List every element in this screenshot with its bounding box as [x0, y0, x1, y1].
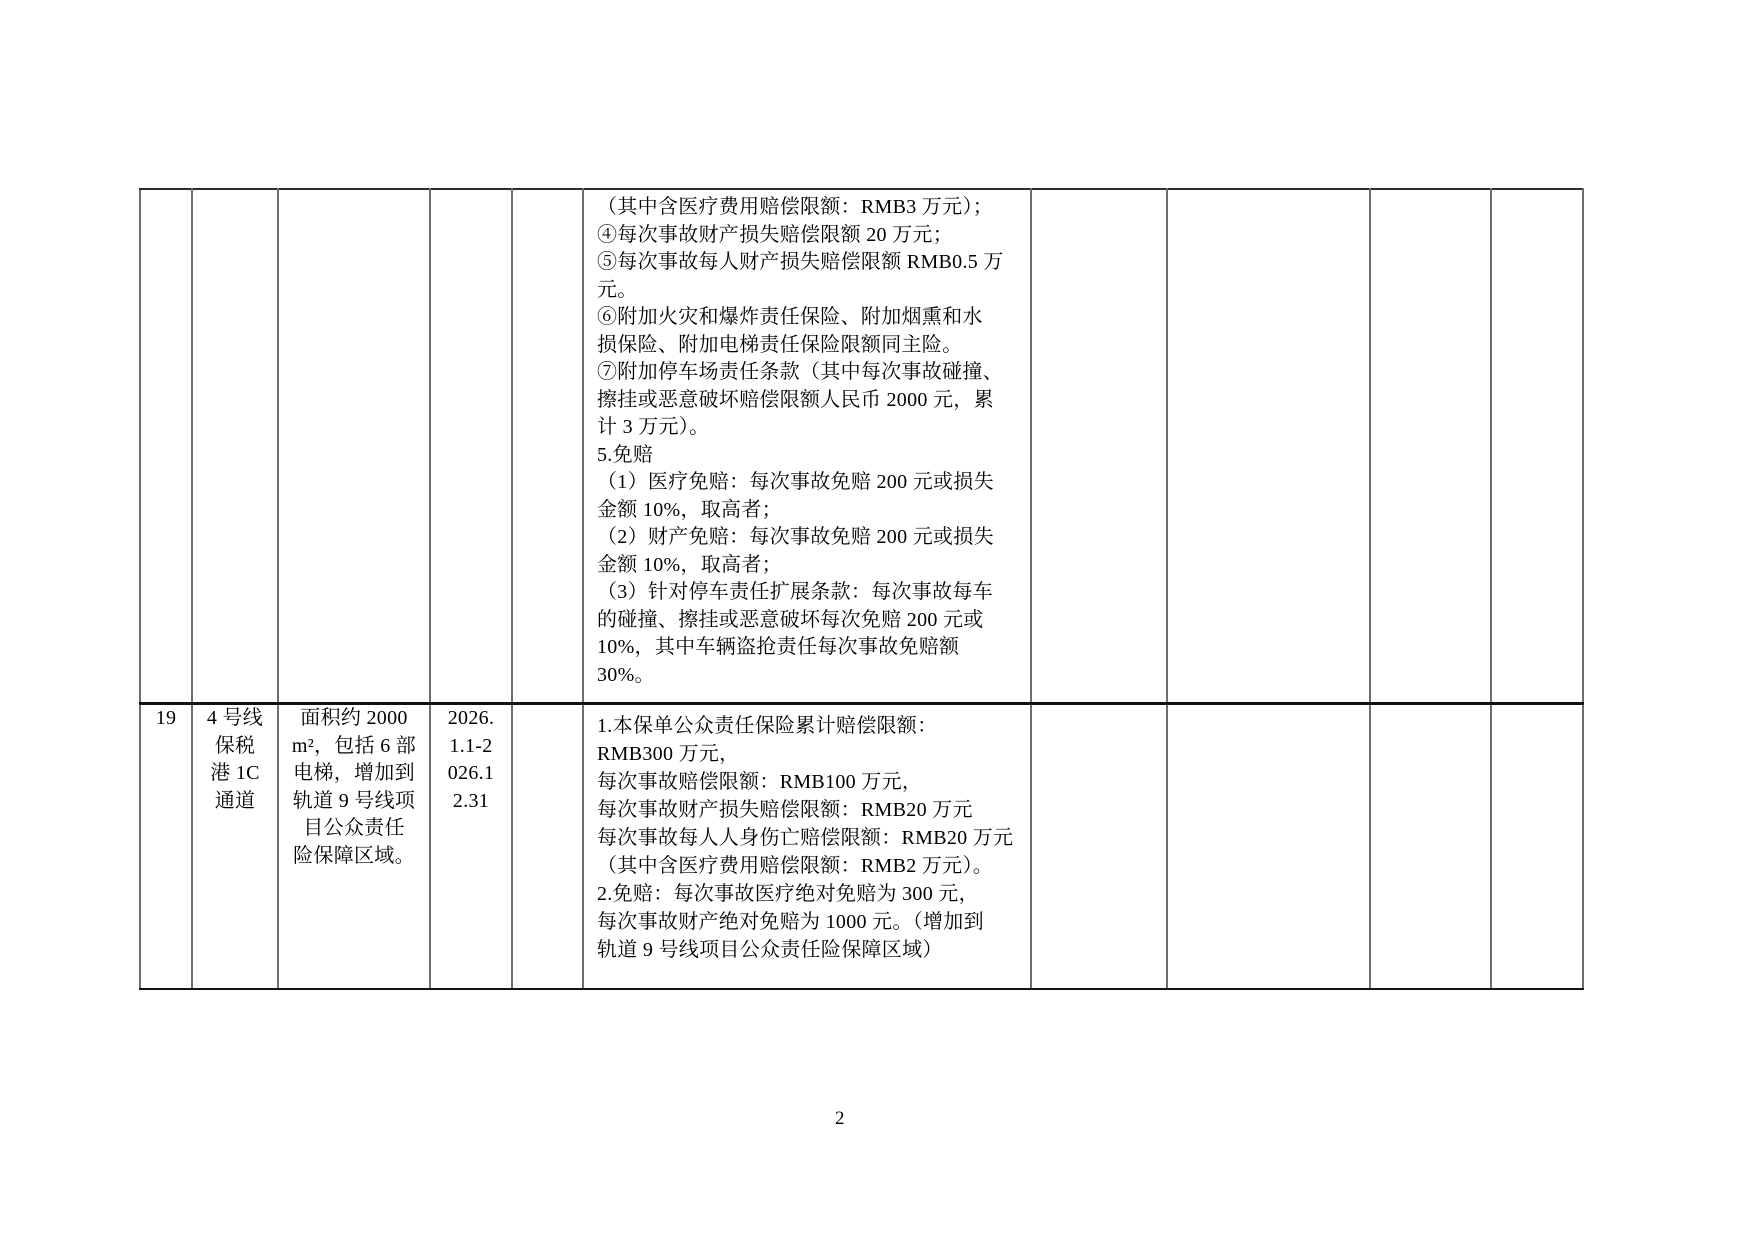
row-number: 19	[155, 707, 177, 729]
empty-cell	[512, 704, 583, 990]
empty-cell	[1370, 704, 1491, 990]
project-description-cell	[278, 189, 430, 704]
empty-cell	[512, 189, 583, 704]
coverage-details-cell	[583, 704, 1031, 990]
empty-cell	[1031, 189, 1167, 704]
insurance-schedule-table	[139, 188, 1584, 990]
row-number-cell	[140, 704, 192, 990]
project-name-cell	[192, 189, 278, 704]
empty-cell	[1031, 704, 1167, 990]
table-row-19	[140, 704, 1583, 990]
coverage-details-cell	[583, 189, 1031, 704]
insurance-period: 2026. 1.1-2 026.1 2.31	[447, 707, 495, 812]
insurance-period-cell	[430, 189, 512, 704]
empty-cell	[1370, 189, 1491, 704]
project-description-cell	[278, 704, 430, 990]
page-number: 2	[835, 1108, 845, 1129]
coverage-details-text: 1.本保单公众责任保险累计赔偿限额： RMB300 万元， 每次事故赔偿限额：RMB100 万元， 每次事故财产损失赔偿限额：RMB20 万元 每次事故每人人身伤亡赔偿限额：RMB20 万元 （其中含医疗费用赔偿限额：RMB2 万元）。 2.免赔：每次事故医疗绝对免赔为 300 元， 每次事故财产绝对免赔为 1000 元。（增加到 轨道 9 号线项目公众责任险保障区域）	[597, 715, 1014, 961]
empty-cell	[1167, 189, 1370, 704]
empty-cell	[1491, 704, 1583, 990]
project-name: 4 号线 保税 港 1C 通道	[206, 707, 264, 812]
insurance-period-cell	[430, 704, 512, 990]
project-description: 面积约 2000 m²，包括 6 部 电梯，增加到 轨道 9 号线项 目公众责任 险保障区域。	[291, 707, 417, 867]
table-row-continuation	[140, 189, 1583, 704]
coverage-details-text: （其中含医疗费用赔偿限额：RMB3 万元）； ④每次事故财产损失赔偿限额 20 万元； ⑤每次事故每人财产损失赔偿限额 RMB0.5 万 元。 ⑥附加火灾和爆炸责任保险、附加烟熏和水 损保险、附加电梯责任保险限额同主险。 ⑦附加停车场责任条款（其中每次事故碰撞、 擦挂或恶意破坏赔偿限额人民币 2000 元，累 计 3 万元）。 5.免赔 （1）医疗免赔：每次事故免赔 200 元或损失 金额 10%，取高者； （2）财产免赔：每次事故免赔 200 元或损失 金额 10%，取高者； （3）针对停车责任扩展条款：每次事故每车 的碰撞、擦挂或恶意破坏每次免赔 200 元或 10%，其中车辆盗抢责任每次事故免赔额 30%。	[597, 196, 1004, 686]
row-number-cell	[140, 189, 192, 704]
empty-cell	[1491, 189, 1583, 704]
project-name-cell	[192, 704, 278, 990]
empty-cell	[1167, 704, 1370, 990]
